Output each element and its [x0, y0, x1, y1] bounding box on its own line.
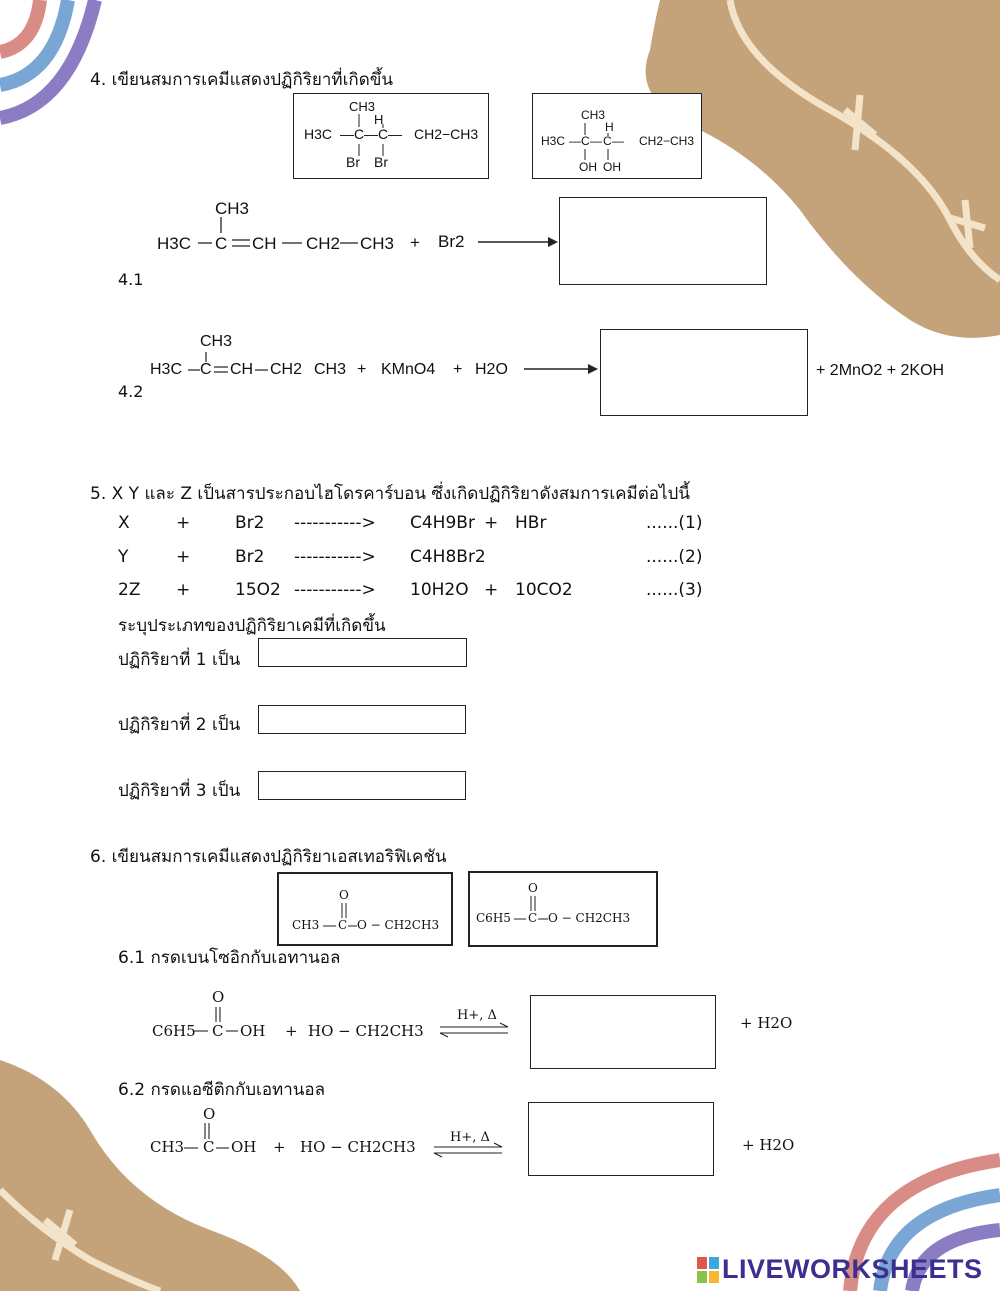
q5-prompt: ระบุประเภทของปฏิกิริยาเคมีที่เกิดขึ้น: [118, 616, 386, 636]
group-h3c: H3C: [541, 134, 566, 148]
substituent-br: Br: [374, 154, 388, 170]
s2-catalyst: H+, Δ: [450, 1130, 490, 1145]
carbonyl-carbon: C: [338, 918, 348, 932]
plus: +: [484, 580, 499, 600]
q5-answer-2-label: ปฏิกิริยาที่ 2 เป็น: [118, 715, 241, 735]
plus: +: [484, 513, 499, 533]
r41-plus: +: [410, 233, 420, 252]
r41-substituent-ch3: CH3: [215, 199, 250, 218]
s1-alcohol: HO − CH2CH3: [308, 1022, 424, 1040]
reactant: 2Z: [118, 580, 141, 600]
bond-lines: [533, 94, 701, 178]
r42-plus: +: [453, 361, 463, 378]
reagent: Br2: [235, 547, 265, 567]
product: 10H2O: [410, 580, 469, 600]
q6-sub1-answer-box[interactable]: [530, 995, 716, 1069]
arrow: ----------->: [294, 513, 376, 533]
liveworksheets-logo[interactable]: LIVEWORKSHEETS: [722, 1254, 983, 1284]
byproduct: 10CO2: [515, 580, 573, 600]
live-icon: [697, 1257, 719, 1283]
r42-bonds: [140, 350, 600, 380]
s1-bonds: [140, 1000, 520, 1040]
q6-sub2-label: 6.2 กรดแอซีติกกับเอทานอล: [118, 1080, 326, 1100]
reagent: Br2: [235, 513, 265, 533]
reagent: 15O2: [235, 580, 281, 600]
q5-answer-3-label: ปฏิกิริยาที่ 3 เป็น: [118, 781, 241, 801]
equation-number: ......(3): [646, 580, 703, 600]
dash: —: [340, 126, 354, 142]
r42-plus: +: [357, 361, 367, 378]
plus: +: [176, 580, 191, 600]
group-ethyl: CH2−CH3: [639, 134, 695, 148]
r42-carbon: C: [200, 361, 212, 378]
carbonyl-oxygen: O: [339, 888, 349, 902]
plus: +: [176, 547, 191, 567]
carbon-1: C: [354, 126, 365, 142]
arrow: ----------->: [294, 547, 376, 567]
reactant: X: [118, 513, 130, 533]
s1-carbonyl-oxygen: O: [212, 988, 225, 1006]
s2-carbonyl-oxygen: O: [203, 1105, 216, 1123]
group-left: C6H5: [476, 911, 511, 925]
r41-group-h3c: H3C: [157, 234, 192, 253]
dash: —: [569, 134, 581, 148]
s1-plus: +: [285, 1022, 298, 1040]
r42-h2o: H2O: [475, 361, 508, 378]
r42-ch: CH: [230, 361, 254, 378]
s2-alcohol: HO − CH2CH3: [300, 1138, 416, 1156]
r41-br2: Br2: [438, 232, 465, 251]
substituent-oh: OH: [579, 160, 597, 174]
equation-number: ......(1): [646, 513, 703, 533]
carbonyl-oxygen: O: [528, 881, 538, 895]
s1-acid-left: C6H5: [152, 1022, 196, 1040]
q5-heading: 5. X Y และ Z เป็นสารประกอบไฮโดรคาร์บอน ซึ่งเกิดปฏิกิริยาดังสมการเคมีต่อไปนี้: [90, 484, 690, 504]
r42-label: 4.2: [118, 382, 144, 401]
dash: —: [364, 126, 378, 142]
byproduct: HBr: [515, 513, 547, 533]
plus: +: [176, 513, 191, 533]
substituent-h: H: [374, 112, 384, 127]
r42-group-h3c: H3C: [150, 361, 183, 378]
r42-ch2: CH2: [270, 361, 303, 378]
group-h3c: H3C: [304, 126, 333, 142]
s2-carbonyl-carbon: C: [203, 1138, 215, 1156]
equation-number: ......(2): [646, 547, 703, 567]
q6-option-ethyl-acetate-card[interactable]: [277, 872, 453, 946]
carbon-1: C: [581, 134, 590, 148]
s1-catalyst: H+, Δ: [457, 1008, 497, 1023]
r42-answer-box[interactable]: [600, 329, 808, 416]
r41-bonds: [150, 215, 560, 255]
substituent-ch3: CH3: [581, 108, 606, 122]
q4-heading: 4. เขียนสมการเคมีแสดงปฏิกิริยาที่เกิดขึ้น: [90, 70, 393, 90]
r42-kmno4: KMnO4: [381, 361, 436, 378]
carbon-2: C: [378, 126, 389, 142]
group-left: CH3: [292, 918, 320, 932]
q4-option-diol-card[interactable]: [532, 93, 702, 179]
q6-option-ethyl-benzoate-card[interactable]: [468, 871, 658, 947]
r41-carbon: C: [215, 234, 228, 253]
s1-hydroxyl: OH: [240, 1022, 266, 1040]
q6-sub2-answer-box[interactable]: [528, 1102, 714, 1176]
r41-label: 4.1: [118, 270, 144, 289]
q5-answer-2-input[interactable]: [258, 705, 466, 734]
r41-ch3: CH3: [360, 234, 395, 253]
r42-ch3: CH3: [314, 361, 347, 378]
dash: —: [388, 126, 402, 142]
bond-lines: [470, 873, 656, 945]
substituent-oh: OH: [603, 160, 621, 174]
q6-sub1-label: 6.1 กรดเบนโซอิกกับเอทานอล: [118, 948, 341, 968]
substituent-ch3: CH3: [349, 99, 376, 114]
bond-lines: [294, 94, 488, 178]
substituent-h: H: [605, 120, 614, 134]
r42-products: + 2MnO2 + 2KOH: [816, 362, 945, 379]
s2-plus: +: [273, 1138, 286, 1156]
r41-ch: CH: [252, 234, 277, 253]
q5-answer-3-input[interactable]: [258, 771, 466, 800]
group-right: O − CH2CH3: [548, 911, 631, 925]
substituent-br: Br: [346, 154, 360, 170]
product: C4H9Br: [410, 513, 475, 533]
group-right: O − CH2CH3: [357, 918, 440, 932]
arrow: ----------->: [294, 580, 376, 600]
q5-answer-1-input[interactable]: [258, 638, 467, 667]
r42-substituent-ch3: CH3: [200, 333, 233, 350]
r41-ch2: CH2: [306, 234, 341, 253]
r41-answer-box[interactable]: [559, 197, 767, 285]
dash: —: [590, 134, 602, 148]
s1-water: + H2O: [740, 1014, 793, 1032]
dash: —: [612, 134, 624, 148]
carbon-2: C: [603, 134, 612, 148]
q5-answer-1-label: ปฏิกิริยาที่ 1 เป็น: [118, 650, 241, 670]
q6-heading: 6. เขียนสมการเคมีแสดงปฏิกิริยาเอสเทอริฟิเคชัน: [90, 847, 447, 867]
q4-option-dibromo-card[interactable]: [293, 93, 489, 179]
s1-carbonyl-carbon: C: [212, 1022, 224, 1040]
s2-water: + H2O: [742, 1136, 795, 1154]
bond-lines: [279, 874, 451, 944]
reactant: Y: [118, 547, 129, 567]
s2-bonds: [140, 1115, 520, 1160]
group-ethyl: CH2−CH3: [414, 126, 479, 142]
carbonyl-carbon: C: [528, 911, 538, 925]
s2-hydroxyl: OH: [231, 1138, 257, 1156]
s2-acid-left: CH3: [150, 1138, 185, 1156]
product: C4H8Br2: [410, 547, 486, 567]
